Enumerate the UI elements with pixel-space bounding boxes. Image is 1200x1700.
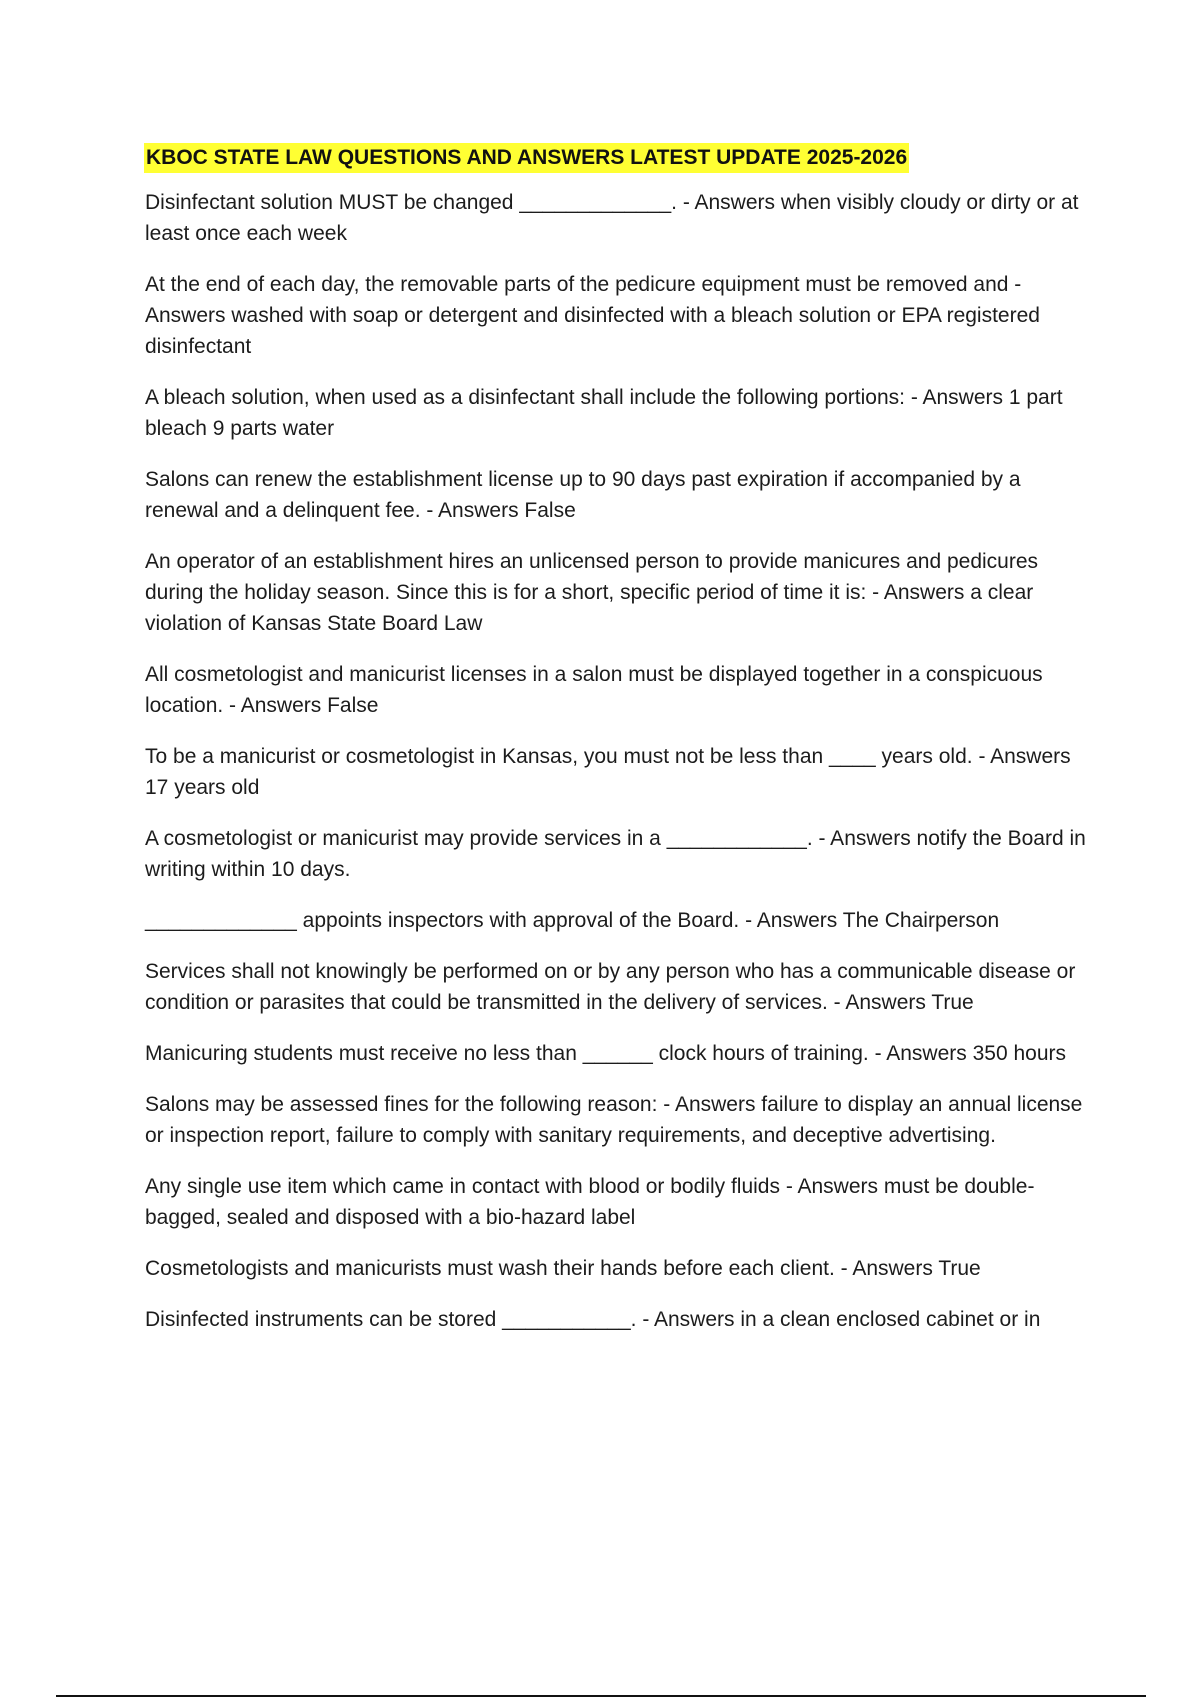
page-bottom-rule xyxy=(56,1695,1146,1697)
qa-entry: Salons may be assessed fines for the following reason: - Answers failure to display an annual license or inspection report, failure to comply with sanitary requirements, and deceptive advertising. xyxy=(145,1093,1083,1147)
qa-entry: An operator of an establishment hires an unlicensed person to provide manicures and pedicures during the holiday season. Since this is for a short, specific period of time it is: - Answers a clear violation of Kansas State Board Law xyxy=(145,550,1039,635)
qa-entry: Manicuring students must receive no less than ______ clock hours of training. - Answers 350 hours xyxy=(145,1042,1066,1065)
qa-entry: Disinfectant solution MUST be changed _____________. - Answers when visibly cloudy or dirty or at least once each week xyxy=(145,191,1079,245)
qa-entry: To be a manicurist or cosmetologist in Kansas, you must not be less than ____ years old. - Answers 17 years old xyxy=(145,745,1071,799)
qa-entry: Salons can renew the establishment license up to 90 days past expiration if accompanied by a renewal and a delinquent fee. - Answers False xyxy=(145,468,1021,522)
document-page xyxy=(145,143,1090,1355)
qa-entry: _____________ appoints inspectors with approval of the Board. - Answers The Chairperson xyxy=(145,909,1000,932)
qa-entry: A cosmetologist or manicurist may provide services in a ____________. - Answers notify the Board in writing within 10 days. xyxy=(145,827,1086,881)
qa-entry: Services shall not knowingly be performed on or by any person who has a communicable disease or condition or parasites that could be transmitted in the delivery of services. - Answers True xyxy=(145,960,1076,1014)
qa-entry: Cosmetologists and manicurists must wash their hands before each client. - Answers True xyxy=(145,1257,981,1280)
qa-entry: A bleach solution, when used as a disinfectant shall include the following portions: - Answers 1 part bleach 9 parts water xyxy=(145,386,1063,440)
qa-entry: At the end of each day, the removable parts of the pedicure equipment must be removed and - Answers washed with soap or detergent and disinfected with a bleach solution or EPA registered disinfectant xyxy=(145,273,1040,358)
qa-entry: All cosmetologist and manicurist licenses in a salon must be displayed together in a conspicuous location. - Answers False xyxy=(145,663,1043,717)
qa-entry: Any single use item which came in contact with blood or bodily fluids - Answers must be double-bagged, sealed and disposed with a bio-hazard label xyxy=(145,1175,1035,1229)
qa-entry: Disinfected instruments can be stored ___________. - Answers in a clean enclosed cabinet or in xyxy=(145,1308,1041,1331)
document-title: KBOC STATE LAW QUESTIONS AND ANSWERS LATEST UPDATE 2025-2026 xyxy=(144,143,909,173)
